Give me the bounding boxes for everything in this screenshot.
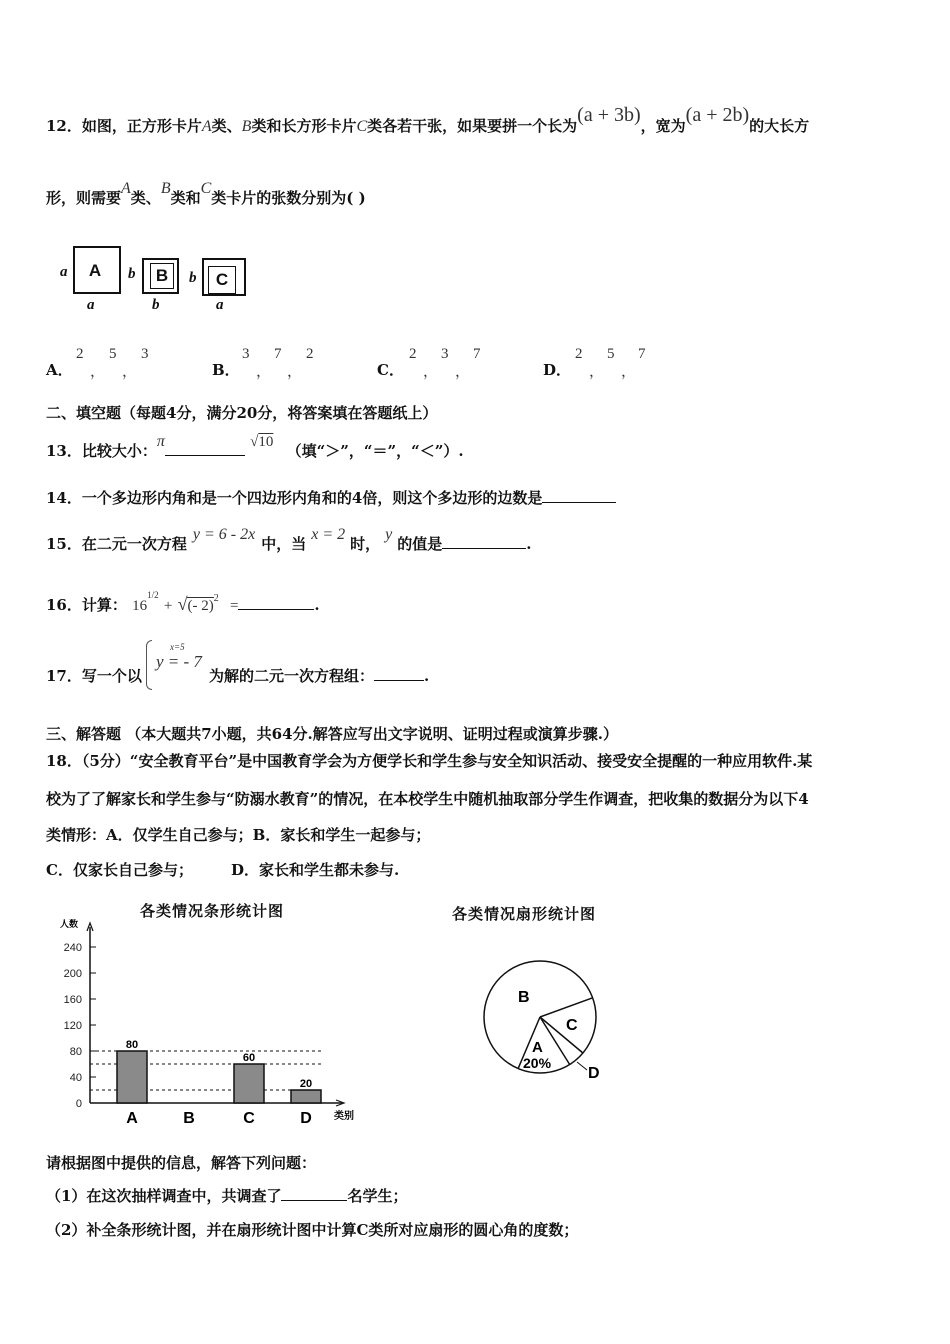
data-label-D: 20 <box>299 1078 313 1090</box>
x-tick-label-A: A <box>126 1110 138 1127</box>
option-A[interactable]: A． <box>46 361 73 379</box>
length-expr: (a + 3b) <box>577 104 641 126</box>
bar-A <box>117 1051 147 1103</box>
bar-D <box>291 1090 321 1103</box>
q13-answer-blank[interactable] <box>165 441 245 456</box>
y-tick-label: 0 <box>75 1098 82 1110</box>
x-axis-label: 类别 <box>334 1111 354 1122</box>
option-C[interactable]: C． <box>377 361 404 379</box>
q17: 17．写一个以 <box>46 667 142 685</box>
q17-equation-system: x=5 y = - 7 <box>146 640 204 690</box>
q12-line1: 12．如图，正方形卡片A类、B类和长方形卡片C类各若干张，如果要拼一个长为(a + 3b)，宽为(a + 2b)的大长方 <box>46 104 810 135</box>
section2-heading: 二、填空题（每题4分，满分20分，将答案填在答题纸上） <box>46 404 438 422</box>
q18-line4: C．仅家长自己参与； D．家长和学生都未参与. <box>46 861 400 879</box>
var-C: C <box>356 118 368 135</box>
data-label-A: 80 <box>125 1039 139 1051</box>
q18-sub1: （1）在这次抽样调查中，共调查了 名学生； <box>46 1187 408 1205</box>
y-tick-label: 120 <box>63 1020 82 1032</box>
y-tick-label: 240 <box>63 942 82 954</box>
sqrt-10: √10 <box>250 434 274 450</box>
q12-line2: 形，则需要A类、B类和C类卡片的张数分别为( ) <box>46 180 366 207</box>
slice-label-D: D <box>588 1065 600 1082</box>
slice-label-B: B <box>518 989 530 1006</box>
width-expr: (a + 2b) <box>685 104 750 126</box>
section3-heading: 三、解答题 （本大题共7小题，共64分.解答应写出文字说明、证明过程或演算步骤.） <box>46 725 618 743</box>
x-tick-label-B: B <box>183 1110 195 1127</box>
q18-sub2: （2）补全条形统计图，并在扇形统计图中计算C类所对应扇形的圆心角的度数； <box>46 1221 579 1239</box>
x-tick-label-D: D <box>300 1110 312 1127</box>
y-tick-label: 200 <box>63 968 82 980</box>
y-tick-label: 40 <box>69 1072 82 1084</box>
q16-answer-blank[interactable] <box>238 595 314 610</box>
q18-line1: 18．（5分）“安全教育平台”是中国教育学会为方便学长和学生参与安全知识活动、接受安全提醒的一种应用软件.某 <box>46 752 813 770</box>
x-tick-label-C: C <box>243 1110 255 1127</box>
q15-answer-blank[interactable] <box>442 534 526 549</box>
var-B: B <box>241 118 252 135</box>
q18-instruction: 请根据图中提供的信息，解答下列问题： <box>46 1154 317 1172</box>
q16: 16．计算： $16^{1/2}$ + √(- 2)$^2$ = . <box>46 590 320 614</box>
q18-sub1-answer-blank[interactable] <box>281 1186 347 1201</box>
option-D[interactable]: D． <box>543 361 572 379</box>
y-tick-label: 80 <box>69 1046 82 1058</box>
q17-tail: 为解的二元一次方程组： . <box>209 667 430 685</box>
y-axis-label: 人数 <box>60 919 79 929</box>
q14-answer-blank[interactable] <box>542 488 616 503</box>
bar-chart-title: 各类情况条形统计图 <box>140 902 285 920</box>
y-tick-label: 160 <box>63 994 82 1006</box>
option-B[interactable]: B． <box>212 361 240 379</box>
q17-answer-blank[interactable] <box>374 666 424 681</box>
q15: 15．在二元一次方程y = 6 - 2x中，当x = 2时，y的值是 . <box>46 526 532 553</box>
slice-D-leader <box>577 1062 587 1070</box>
bar-C <box>234 1064 264 1103</box>
bar-chart <box>44 915 374 1130</box>
q14: 14．一个多边形内角和是一个四边形内角和的4倍，则这个多边形的边数是 <box>46 488 616 508</box>
data-label-C: 60 <box>242 1052 256 1064</box>
slice-label-C: C <box>566 1017 578 1034</box>
q18-line3: 类情形：A．仅学生自己参与；B．家长和学生一起参与； <box>46 826 431 844</box>
slice-label-A: A <box>532 1039 543 1056</box>
pie-chart-title: 各类情况扇形统计图 <box>452 905 597 923</box>
q18-line2: 校为了了解家长和学生参与“防溺水教育”的情况，在本校学生中随机抽取部分学生作调查，把收集的数据分为以下4 <box>46 790 809 808</box>
pie-chart <box>470 940 630 1090</box>
slice-percent-A: 20% <box>523 1055 552 1071</box>
var-A: A <box>201 118 212 135</box>
q13: 13．比较大小：π √10 （填“＞”，“＝”，“＜”）. <box>46 433 464 460</box>
